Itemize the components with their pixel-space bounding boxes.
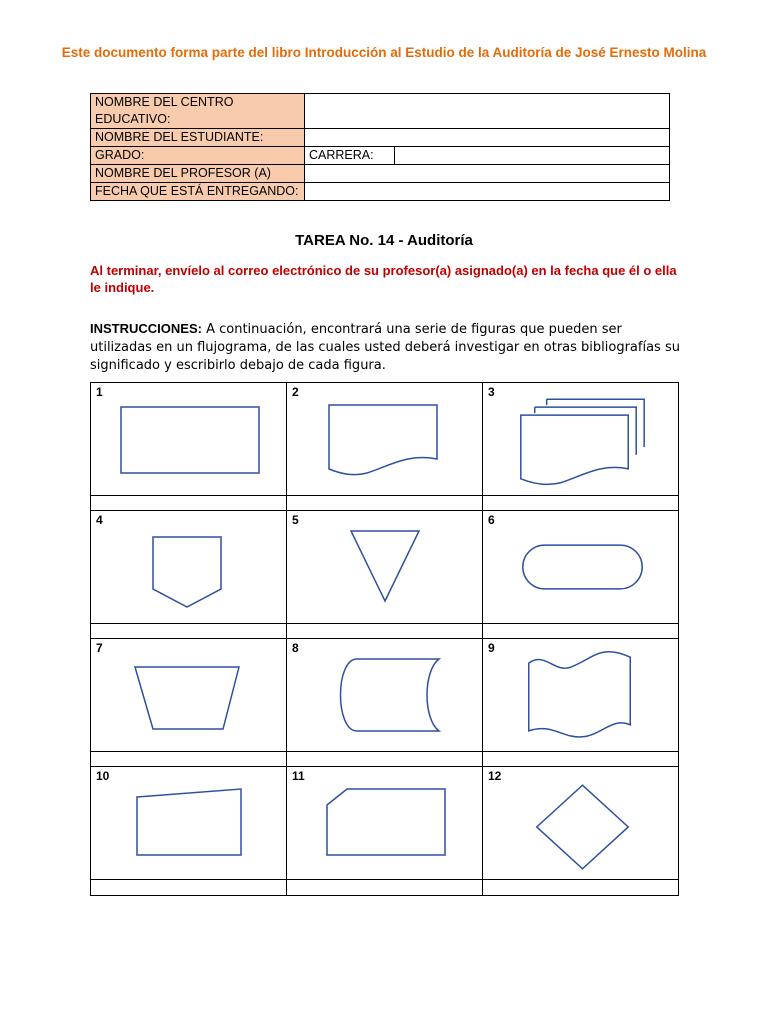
figure-number: 12	[488, 769, 502, 783]
fecha-label: FECHA QUE ESTÁ ENTREGANDO:	[91, 183, 305, 201]
figure-answer-field-4[interactable]	[91, 624, 287, 639]
stored-data-icon	[287, 643, 483, 754]
manual-operation-icon	[91, 643, 287, 754]
figure-cell-2	[287, 383, 483, 496]
figure-answer-field-5[interactable]	[287, 624, 483, 639]
figure-number: 11	[292, 769, 305, 783]
off-page-connector-icon	[91, 515, 287, 626]
figure-cell-10	[91, 767, 287, 880]
estudiante-label: NOMBRE DEL ESTUDIANTE:	[91, 129, 305, 147]
punched-card-icon	[287, 771, 483, 882]
figure-number: 5	[292, 513, 299, 527]
carrera-label: CARRERA:	[305, 147, 394, 165]
figure-cell-7	[91, 639, 287, 752]
student-info-table	[90, 93, 670, 201]
figure-answer-field-1[interactable]	[91, 496, 287, 511]
figure-cell-5	[287, 511, 483, 624]
figure-number: 6	[488, 513, 495, 527]
profesor-label: NOMBRE DEL PROFESOR (A)	[91, 165, 305, 183]
decision-diamond-icon	[483, 771, 678, 882]
header-note: Este documento forma parte del libro Introducción al Estudio de la Auditoría de José Ernesto Molina	[61, 45, 707, 60]
terminator-icon	[483, 515, 678, 626]
estudiante-field[interactable]	[305, 129, 670, 147]
manual-input-icon	[91, 771, 287, 882]
figure-number: 1	[96, 385, 103, 399]
submission-notice: Al terminar, envíelo al correo electrónico de su profesor(a) asignado(a) en la fecha que él o ella le indique.	[90, 263, 677, 295]
figure-answer-field-2[interactable]	[287, 496, 483, 511]
figure-number: 7	[96, 641, 103, 655]
figure-answer-field-3[interactable]	[483, 496, 678, 511]
document-icon	[287, 387, 483, 498]
figure-number: 8	[292, 641, 299, 655]
page-title: TAREA No. 14 - Auditoría	[295, 232, 473, 249]
figure-cell-6	[483, 511, 678, 624]
figure-number: 9	[488, 641, 495, 655]
figure-cell-3	[483, 383, 678, 496]
figure-answer-field-12[interactable]	[483, 880, 678, 895]
grado-label: GRADO:	[91, 147, 305, 165]
fecha-field[interactable]	[305, 183, 670, 201]
figure-cell-1	[91, 383, 287, 496]
figure-cell-12	[483, 767, 678, 880]
figure-cell-11	[287, 767, 483, 880]
figure-number: 10	[96, 769, 110, 783]
process-rectangle-icon	[91, 387, 287, 498]
figure-number: 3	[488, 385, 495, 399]
punched-tape-icon	[483, 643, 678, 754]
profesor-field[interactable]	[305, 165, 670, 183]
figure-cell-4	[91, 511, 287, 624]
figure-number: 4	[96, 513, 103, 527]
multiple-documents-icon	[483, 387, 678, 498]
figure-answer-field-11[interactable]	[287, 880, 483, 895]
figures-grid	[90, 382, 679, 896]
centro-field[interactable]	[305, 94, 670, 129]
triangle-file-icon	[287, 515, 483, 626]
figure-cell-8	[287, 639, 483, 752]
figure-answer-field-6[interactable]	[483, 624, 678, 639]
figure-answer-field-9[interactable]	[483, 752, 678, 767]
figure-number: 2	[292, 385, 299, 399]
figure-answer-field-7[interactable]	[91, 752, 287, 767]
figure-cell-9	[483, 639, 678, 752]
instructions: INSTRUCCIONES: A continuación, encontrará una serie de figuras que pueden ser utilizadas en un flujograma, de las cuales usted deberá investigar en otras bibliografías su significado y escribirlo debajo de cada figura.	[90, 321, 680, 373]
carrera-field[interactable]	[395, 147, 670, 165]
centro-label: NOMBRE DEL CENTRO EDUCATIVO:	[91, 94, 305, 129]
figure-answer-field-8[interactable]	[287, 752, 483, 767]
figure-answer-field-10[interactable]	[91, 880, 287, 895]
